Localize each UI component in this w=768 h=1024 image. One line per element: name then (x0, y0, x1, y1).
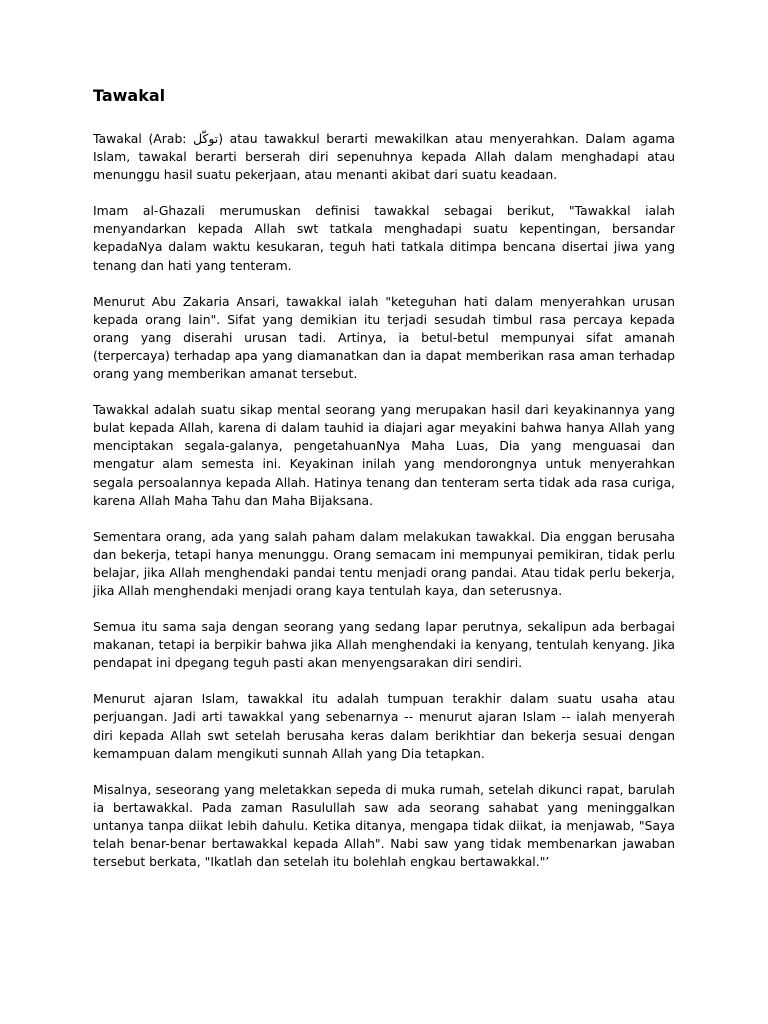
paragraph-4: Tawakkal adalah suatu sikap mental seorang yang merupakan hasil dari keyakinannya yang bulat kepada Allah, karena di dalam tauhid ia diajari agar meyakini bahwa hanya Allah yang menciptakan segala-galanya, pengetahuanNya Maha Luas, Dia yang menguasai dan mengatur alam semesta ini. Keyakinan inilah yang mendorongnya untuk menyerahkan segala persoalannya kepada Allah. Hatinya tenang dan tenteram serta tidak ada rasa curiga, karena Allah Maha Tahu dan Maha Bijaksana. (93, 402, 675, 508)
paragraph-6: Semua itu sama saja dengan seorang yang sedang lapar perutnya, sekalipun ada berbagai makanan, tetapi ia berpikir bahwa jika Allah menghendaki ia kenyang, tentulah kenyang. Jika pendapat ini dpegang teguh pasti akan menyengsarakan diri sendiri. (93, 619, 675, 671)
document-title: Tawakal (93, 86, 166, 105)
paragraph-3: Menurut Abu Zakaria Ansari, tawakkal ialah "keteguhan hati dalam menyerahkan urusan kepada orang lain". Sifat yang demikian itu terjadi sesudah timbul rasa percaya kepada orang yang diserahi urusan tadi. Artinya, ia betul-betul mempunyai sifat amanah (terpercaya) terhadap apa yang diamanatkan dan ia dapat memberikan rasa aman terhadap orang yang memberikan amanat tersebut. (93, 293, 675, 382)
paragraph-5: Sementara orang, ada yang salah paham dalam melakukan tawakkal. Dia enggan berusaha dan bekerja, tetapi hanya menunggu. Orang semacam ini mempunyai pemikiran, tidak perlu belajar, jika Allah menghendaki pandai tentu menjadi orang pandai. Atau tidak perlu bekerja, jika Allah menghendaki menjadi orang kaya tentulah kaya, dan seterusnya. (93, 528, 675, 598)
paragraph-8: Misalnya, seseorang yang meletakkan sepeda di muka rumah, setelah dikunci rapat, barulah ia bertawakkal. Pada zaman Rasulullah saw ada seorang sahabat yang meninggalkan untanya tanpa diikat lebih dahulu. Ketika ditanya, mengapa tidak diikat, ia menjawab, "Saya telah benar-benar bertawakkal kepada Allah". Nabi saw yang tidak membenarkan jawaban tersebut berkata, "Ikatlah dan setelah itu bolehlah engkau bertawakkal."’ (93, 781, 675, 870)
paragraph-2: Imam al-Ghazali merumuskan definisi tawakkal sebagai berikut, "Tawakkal ialah menyandarkan kepada Allah swt tatkala menghadapi suatu kepentingan, bersandar kepadaNya dalam waktu kesukaran, teguh hati tatkala ditimpa bencana disertai jiwa yang tenang dan hati yang tenteram. (93, 203, 675, 273)
paragraph-1: Tawakal (Arab: توكّل) atau tawakkul berarti mewakilkan atau menyerahkan. Dalam agama Islam, tawakal berarti berserah diri sepenuhnya kepada Allah dalam menghadapi atau menunggu hasil suatu pekerjaan, atau menanti akibat dari suatu keadaan. (93, 131, 675, 183)
document-page (93, 86, 675, 889)
paragraph-7: Menurut ajaran Islam, tawakkal itu adalah tumpuan terakhir dalam suatu usaha atau perjuangan. Jadi arti tawakkal yang sebenarnya -- menurut ajaran Islam -- ialah menyerah diri kepada Allah swt setelah berusaha keras dalam berikhtiar dan bekerja sesuai dengan kemampuan dalam mengikuti sunnah Allah yang Dia tetapkan. (93, 691, 675, 761)
